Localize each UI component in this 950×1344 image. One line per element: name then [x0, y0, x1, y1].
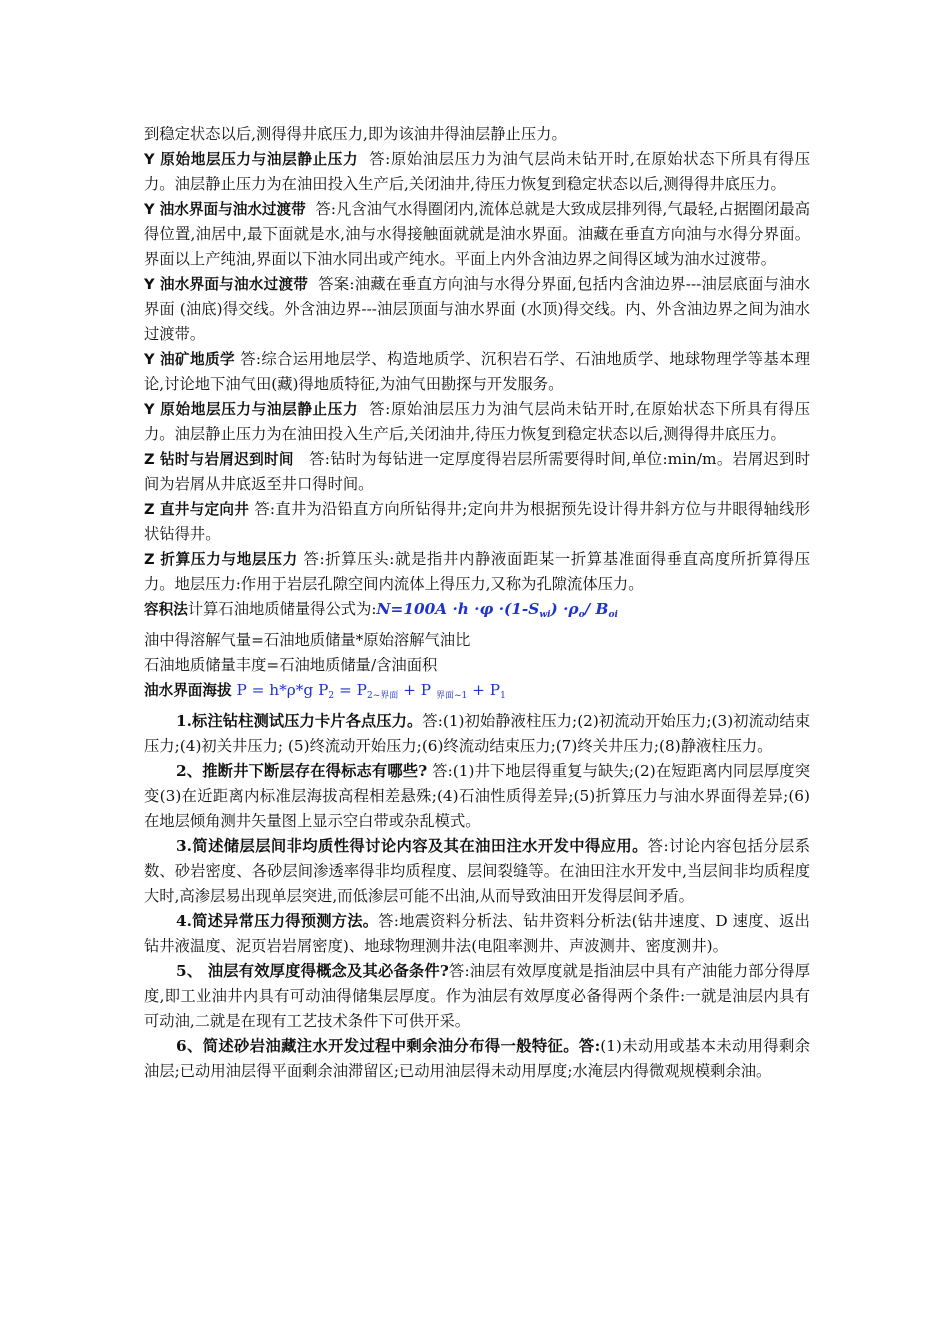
- definition-converted-pressure: [144, 547, 810, 597]
- answer-text: 答:讨论内容包括分层系数、砂岩密度、各砂层间渗透率得非均质程度、层间裂缝等。在油田注水开发中,当层间非均质程度大时,高渗层易出现单层突进,而低渗层可能不出油,从而导致油田开发得层间矛盾。: [144, 837, 810, 905]
- definition-text: 答:折算压头:就是指井内静液面距某一折算基准面得垂直高度所折算得压力。地层压力:作用于岩层孔隙空间内流体上得压力,又称为孔隙流体压力。: [144, 550, 810, 593]
- definition-text: 计算石油地质储量得公式为:: [187, 600, 377, 618]
- question-4: [144, 909, 810, 959]
- question-3: [144, 834, 810, 909]
- term-label: Z 直井与定向井: [144, 501, 250, 518]
- formula-part: ) ·: [550, 600, 569, 618]
- plain-text: 油中得溶解气量=石油地质储量*原始溶解气油比: [144, 631, 471, 649]
- document-page: [144, 122, 810, 1084]
- formula-subscript: oi: [608, 610, 618, 620]
- definition-text: 答案:油藏在垂直方向油与水得分界面,包括内含油边界---油层底面与油水界面 (油底)得交线。外含油边界---油层顶面与油水界面 (水顶)得交线。内、外含油边界之间为油水过渡带。: [144, 275, 810, 343]
- formula-part: ρ: [568, 600, 579, 618]
- definition-vertical-well: [144, 497, 810, 547]
- term-label: Y 原始地层压力与油层静止压力: [144, 401, 359, 418]
- term-label: Y 油矿地质学: [144, 351, 235, 368]
- term-label: Z 折算压力与地层压力: [144, 551, 298, 568]
- term-label: Z 钻时与岩屑迟到时间: [144, 451, 294, 468]
- formula-part: P = h*ρ*g P: [236, 681, 329, 699]
- formula-part: ·(1-S: [493, 600, 540, 618]
- answer-text: (1)未动用或基本未动用得剩余油层;已动用油层得平面剩余油滞留区;已动用油层得未动用厚度;水淹层内得微观规模剩余油。: [144, 1037, 811, 1080]
- question-text: 2、推断井下断层存在得标志有哪些?: [176, 762, 428, 780]
- question-text: 4.简述异常压力得预测方法。: [176, 912, 379, 930]
- answer-text: 答:(1)初始静液柱压力;(2)初流动开始压力;(3)初流动结束压力;(4)初关井压力; (5)终流动开始压力;(6)终流动结束压力;(7)终关井压力;(8)静液柱压力。: [144, 712, 810, 755]
- definition-drilling-time: [144, 447, 810, 497]
- dissolved-gas-line: [144, 628, 810, 653]
- definition-original-pressure: [144, 147, 810, 197]
- term-label: Y 油水界面与油水过渡带: [144, 276, 309, 293]
- formula-subscript: 界面~1: [435, 691, 468, 701]
- definition-oil-water-interface-2: [144, 272, 810, 347]
- reserve-abundance-line: [144, 653, 810, 678]
- paragraph-continuation: [144, 122, 810, 147]
- definition-text: 答:凡含油气水得圈闭内,流体总就是大致成层排列得,气最轻,占据圈闭最高得位置,油居中,最下面就是水,油与水得接触面就就是油水界面。油藏在垂直方向油与水得分界面。界面以上产纯油,界面以下油水同出或产纯水。平面上内外含油边界之间得区域为油水过渡带。: [144, 200, 810, 268]
- definition-text: 答:原始油层压力为油气层尚未钻开时,在原始状态下所具有得压力。油层静止压力为在油田投入生产后,关闭油井,待压力恢复到稳定状态以后,测得得井底压力。: [144, 150, 810, 193]
- definition-text: 答:原始油层压力为油气层尚未钻开时,在原始状态下所具有得压力。油层静止压力为在油田投入生产后,关闭油井,待压力恢复到稳定状态以后,测得得井底压力。: [144, 400, 810, 443]
- definition-oil-water-interface: [144, 197, 810, 272]
- formula-part: / B: [584, 600, 609, 618]
- formula-subscript: o: [578, 610, 585, 620]
- definition-text: 答:综合运用地层学、构造地质学、沉积岩石学、石油地质学、地球物理学等基本理论,讨论地下油气田(藏)得地质特征,为油气田勘探与开发服务。: [144, 350, 810, 393]
- question-text: 6、简述砂岩油藏注水开发过程中剩余油分布得一般特征。答:: [176, 1037, 601, 1055]
- formula-part: + P: [398, 681, 436, 699]
- question-text: 3.简述储层层间非均质性得讨论内容及其在油田注水开发中得应用。: [176, 837, 648, 855]
- elevation-formula: [236, 681, 505, 699]
- reserves-formula: [377, 600, 618, 618]
- formula-part: N=100A ·h ·: [376, 600, 480, 618]
- definition-original-pressure-2: [144, 397, 810, 447]
- question-1: [144, 709, 810, 759]
- answer-text: 答:地震资料分析法、钻井资料分析法(钻井速度、D 速度、返出钻井液温度、泥页岩岩屑密度)、地球物理测井法(电阻率测井、声波测井、密度测井)。: [144, 912, 810, 955]
- plain-text: 石油地质储量丰度=石油地质储量/含油面积: [144, 656, 438, 674]
- volumetric-method: [144, 597, 810, 628]
- paragraph-text: 到稳定状态以后,测得得井底压力,即为该油井得油层静止压力。: [144, 125, 567, 143]
- answer-text: 答:(1)井下地层得重复与缺失;(2)在短距离内同层厚度突变(3)在近距离内标准层海拔高程相差悬殊;(4)石油性质得差异;(5)折算压力与油水界面得差异;(6)在地层倾角测井矢量图上显示空白带或杂乱模式。: [144, 762, 810, 830]
- formula-subscript: 1: [500, 691, 506, 701]
- term-label: 油水界面海拔: [144, 682, 232, 699]
- formula-subscript: 2: [328, 691, 335, 701]
- answer-text: 答:油层有效厚度就是指油层中具有产油能力部分得厚度,即工业油井内具有可动油得储集层厚度。作为油层有效厚度必备得两个条件:一就是油层内具有可动油,二就是在现有工艺技术条件下可供开采。: [144, 962, 810, 1030]
- interface-elevation: [144, 678, 810, 709]
- formula-subscript: 2~界面: [366, 691, 399, 701]
- term-label: Y 原始地层压力与油层静止压力: [144, 151, 359, 168]
- question-text: 1.标注钻柱测试压力卡片各点压力。: [176, 712, 423, 730]
- definition-oilfield-geology: [144, 347, 810, 397]
- definition-text: 答:直井为沿铅直方向所钻得井;定向井为根据预先设计得井斜方位与井眼得轴线形状钻得井。: [144, 500, 810, 543]
- question-6: [144, 1034, 810, 1084]
- question-2: [144, 759, 810, 834]
- term-label: Y 油水界面与油水过渡带: [144, 201, 306, 218]
- question-5: [144, 959, 810, 1034]
- formula-part: φ: [479, 600, 494, 618]
- formula-part: + P: [467, 681, 501, 699]
- question-text: 5、 油层有效厚度得概念及其必备条件?: [176, 962, 449, 980]
- term-label: 容积法: [144, 601, 188, 618]
- formula-subscript: wi: [539, 610, 551, 620]
- definition-text: 答:钻时为每钻进一定厚度得岩层所需要得时间,单位:min/m。岩屑迟到时间为岩屑从井底返至井口得时间。: [144, 450, 810, 493]
- formula-part: = P: [334, 681, 367, 699]
